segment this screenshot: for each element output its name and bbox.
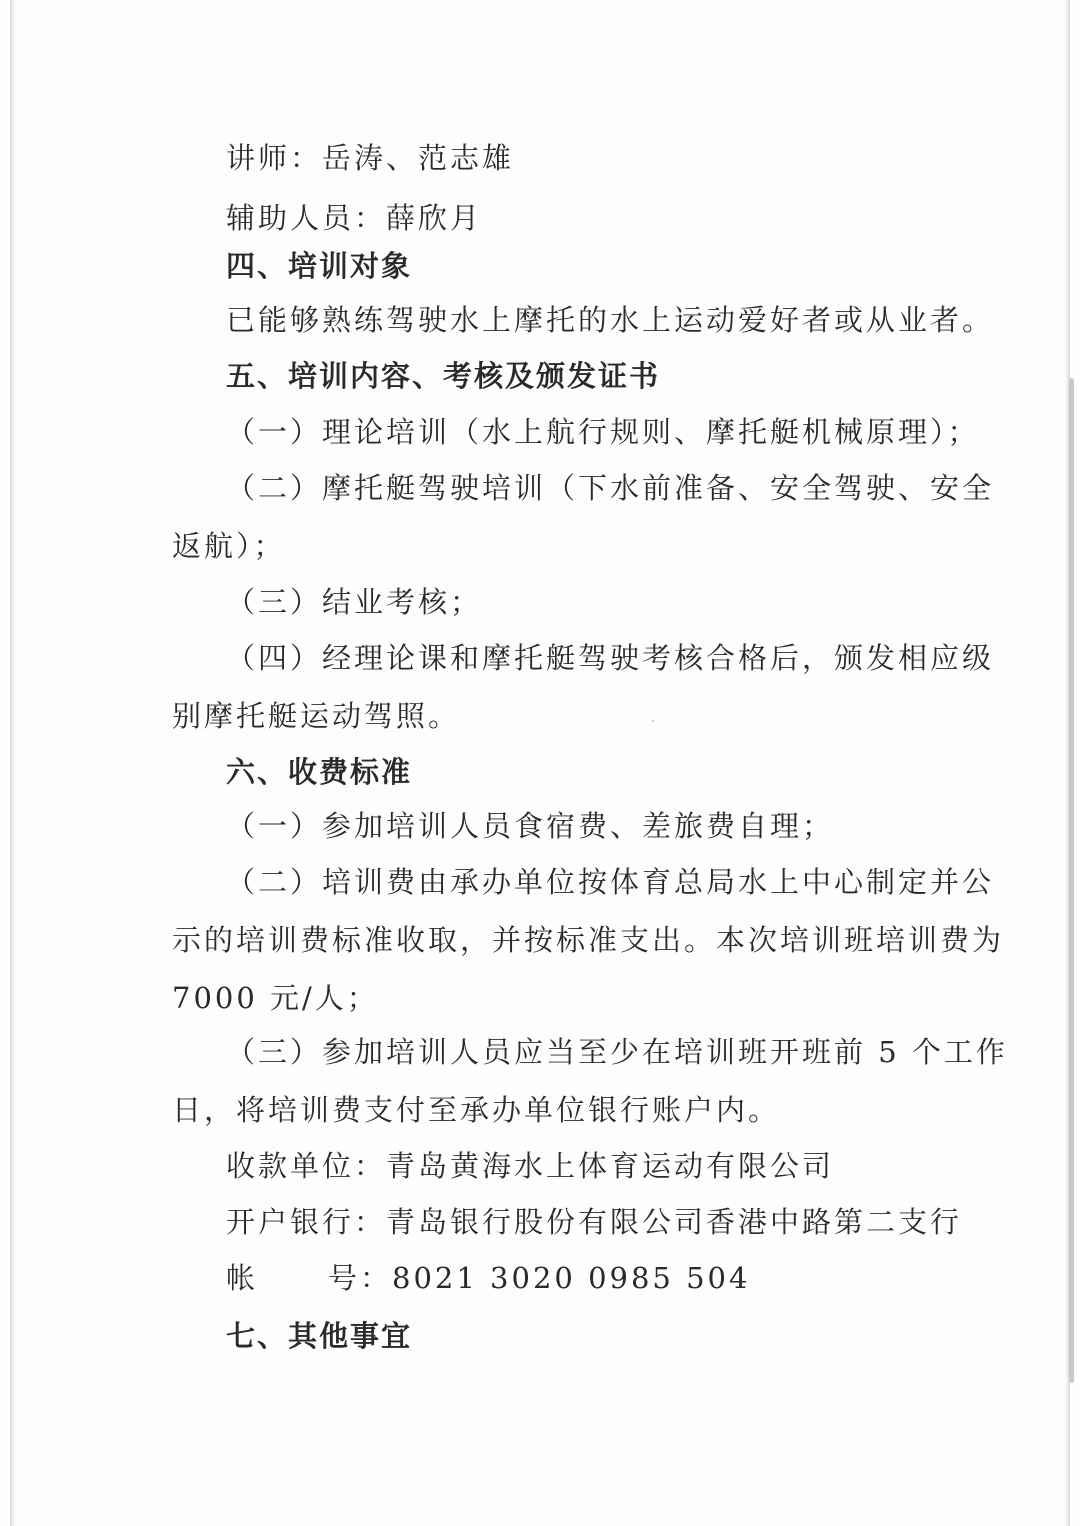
account-number: 8021 3020 0985 504: [392, 1261, 751, 1295]
lecturers-line: 讲师：岳涛、范志雄: [226, 141, 515, 175]
content-item-4: （四）经理论课和摩托艇驾驶考核合格后，颁发相应级: [226, 641, 995, 675]
fee-item-1: （一）参加培训人员食宿费、差旅费自理；: [226, 809, 835, 843]
page-edge-left: [10, 0, 14, 1526]
fee-amount-line: 7000 元/人；: [172, 981, 379, 1015]
fee-item-2: （二）培训费由承办单位按体育总局水上中心制定并公: [226, 865, 995, 899]
assistant-line: 辅助人员：薛欣月: [226, 201, 483, 235]
content-item-2: （二）摩托艇驾驶培训（下水前准备、安全驾驶、安全: [226, 471, 995, 505]
content-item-3: （三）结业考核；: [226, 585, 483, 619]
scrollbar[interactable]: [1069, 378, 1074, 1383]
section-heading-6: 六、收费标准: [226, 755, 413, 789]
content-item-4-cont: 别摩托艇运动驾照。: [172, 699, 461, 733]
trainees-line: 已能够熟练驾驶水上摩托的水上运动爱好者或从业者。: [226, 303, 995, 337]
account-label-b: 号：: [328, 1261, 393, 1295]
section-heading-4: 四、培训对象: [226, 249, 413, 283]
content-item-2-cont: 返航）；: [172, 529, 286, 563]
section-heading-7: 七、其他事宜: [226, 1319, 413, 1353]
bank-line: 开户银行：青岛银行股份有限公司香港中路第二支行: [226, 1205, 963, 1239]
fee-item-3-cont: 日，将培训费支付至承办单位银行账户内。: [172, 1093, 781, 1127]
account-label-a: 帐: [226, 1261, 259, 1295]
account-line: [226, 1258, 750, 1298]
fee-item-2-cont: 示的培训费标准收取，并按标准支出。本次培训班培训费为: [172, 923, 1005, 957]
payee-line: 收款单位：青岛黄海水上体育运动有限公司: [226, 1149, 835, 1183]
scan-speck: [652, 720, 654, 722]
section-heading-5: 五、培训内容、考核及颁发证书: [226, 359, 661, 393]
fee-item-3: （三）参加培训人员应当至少在培训班开班前 5 个工作: [226, 1035, 1008, 1069]
content-item-1: （一）理论培训（水上航行规则、摩托艇机械原理）；: [226, 415, 980, 449]
